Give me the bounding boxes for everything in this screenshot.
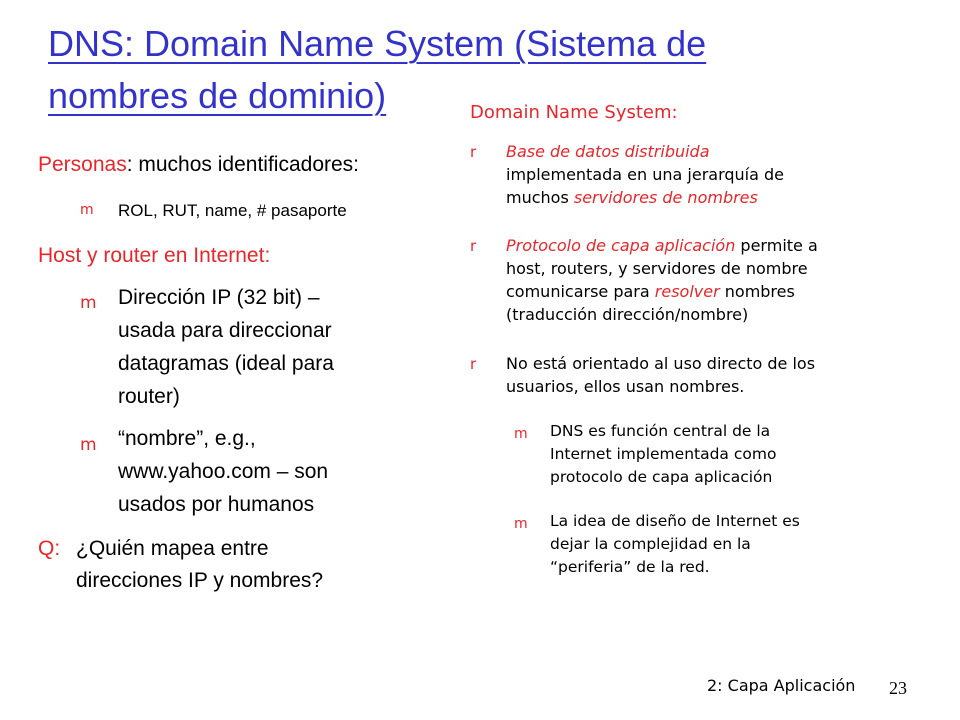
- bullet2-line3: [506, 280, 795, 303]
- bullet2-line3-plain: comunicarse para: [506, 282, 655, 301]
- host-item-ip-line4: router): [118, 385, 180, 408]
- q-line2: direcciones IP y nombres?: [76, 569, 324, 592]
- host-label: Host y router en Internet: [38, 244, 265, 267]
- bullet2-italic: Protocolo de capa aplicación: [506, 236, 736, 255]
- personas-label: Personas: [38, 153, 127, 176]
- m-bullet-icon: m: [80, 435, 97, 455]
- m-bullet-icon: m: [80, 293, 97, 313]
- bullet2-rest: permite a: [735, 236, 818, 255]
- host-item-ip-line1: Dirección IP (32 bit) –: [118, 286, 320, 309]
- host-line: [38, 244, 270, 268]
- host-item-ip-line2: usada para direccionar: [118, 319, 332, 342]
- bullet1-line1: [506, 140, 710, 163]
- bullet1-line3-italic: servidores de nombres: [573, 188, 758, 207]
- personas-item: ROL, RUT, name, # pasaporte: [118, 201, 347, 220]
- bullet3-line1: No está orientado al uso directo de los: [506, 354, 816, 373]
- r-bullet-icon: r: [470, 143, 477, 161]
- q-line1: ¿Quién mapea entre: [76, 537, 269, 560]
- host-item-name-line3: usados por humanos: [118, 493, 315, 516]
- host-item-name-line2: www.yahoo.com – son: [118, 460, 329, 483]
- bullet2-line4: (traducción dirección/nombre): [506, 305, 749, 324]
- sub2-line3: “periferia” de la red.: [550, 558, 710, 576]
- bullet2-line2: host, routers, y servidores de nombre: [506, 259, 808, 278]
- r-bullet-icon: r: [470, 355, 477, 373]
- chapter-footer: 2: Capa Aplicación: [707, 676, 856, 695]
- host-item-ip-line3: datagramas (ideal para: [118, 352, 334, 375]
- slide-title-line1: DNS: Domain Name System (Sistema de: [48, 23, 707, 64]
- bullet1-line3-plain: muchos: [506, 188, 574, 207]
- bullet1-line2: implementada en una jerarquía de: [506, 165, 785, 184]
- sub2-line2: dejar la complejidad en la: [550, 535, 751, 553]
- host-item-name-line1: “nombre”, e.g.,: [118, 427, 256, 450]
- bullet2-line3-rest: nombres: [719, 282, 795, 301]
- m-bullet-icon: m: [514, 516, 528, 532]
- q-label: Q:: [38, 537, 61, 560]
- page-number: 23: [889, 678, 907, 698]
- bullet2-line1: [506, 234, 818, 257]
- bullet1-italic: Base de datos distribuida: [506, 142, 710, 161]
- sub2-line1: La idea de diseño de Internet es: [550, 512, 800, 530]
- m-bullet-icon: m: [80, 202, 94, 218]
- sub1-line3: protocolo de capa aplicación: [550, 468, 773, 486]
- personas-text: : muchos identificadores:: [126, 153, 360, 176]
- bullet2-line3-italic: resolver: [654, 282, 720, 301]
- bullet3-line2: usuarios, ellos usan nombres.: [506, 377, 745, 396]
- personas-line: [38, 153, 359, 177]
- sub1-line1: DNS es función central de la: [550, 422, 771, 440]
- right-heading: Domain Name System:: [470, 102, 678, 123]
- m-bullet-icon: m: [514, 426, 528, 442]
- r-bullet-icon: r: [470, 237, 477, 255]
- host-colon: :: [264, 244, 271, 267]
- slide-title-line2: nombres de dominio): [48, 75, 387, 116]
- sub1-line2: Internet implementada como: [550, 445, 777, 463]
- bullet1-line3: [506, 186, 758, 209]
